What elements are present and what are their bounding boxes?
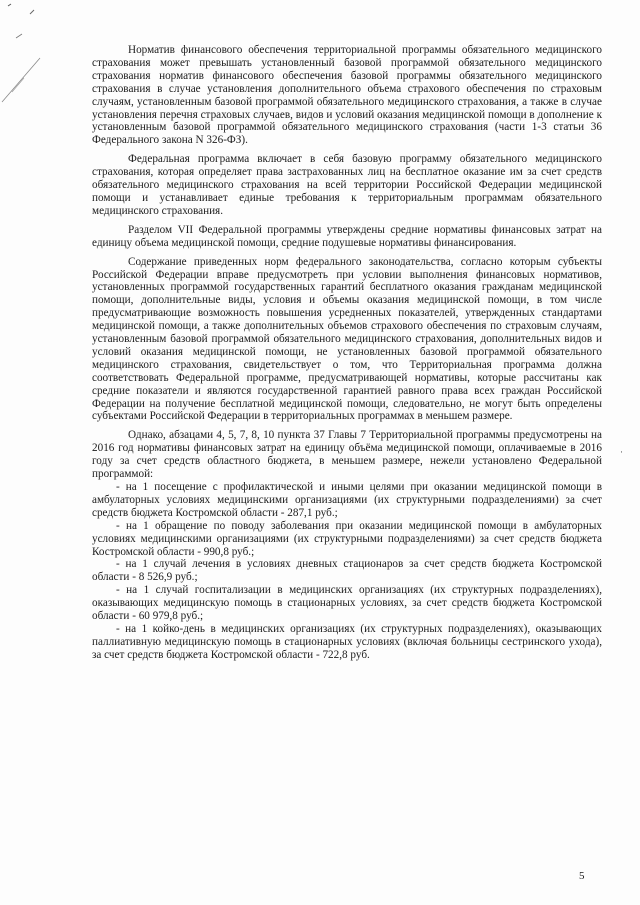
list-item-3: - на 1 случай лечения в условиях дневных стационаров за счет средств бюджета Костромской области - 8 526,9 руб.;: [92, 558, 602, 584]
list-item-4: - на 1 случай госпитализации в медицинских организациях (их структурных подразделениях), оказывающих медицинскую помощь в стационарных условиях, за счет средств бюджета Костромской области - 60 979,8 руб.;: [92, 584, 602, 623]
document-body: [92, 44, 602, 662]
paragraph-2: Федеральная программа включает в себя базовую программу обязательного медицинского страхования, которая определяет права застрахованных лиц на бесплатное оказание им за счет средств обязательного медицинского страхования на всей территории Российской Федерации медицинской помощи и устанавливает единые требования к территориальным программам обязательного медицинского страхования.: [92, 153, 602, 217]
list-item-5: - на 1 койко-день в медицинских организациях (их структурных подразделениях), оказывающих паллиативную медицинскую помощь в стационарных условиях (включая больницы сестринского ухода), за счет средств бюджета Костромской области - 722,8 руб.: [92, 622, 602, 661]
list-item-1: - на 1 посещение с профилактической и иными целями при оказании медицинской помощи в амбулаторных условиях медицинскими организациями (их структурными подразделениями) за счет средств бюджета Костромской области - 287,1 руб.;: [92, 481, 602, 519]
paragraph-4: Содержание приведенных норм федерального законодательства, согласно которым субъекты Российской Федерации вправе предусмотреть при условии выполнения финансовых нормативов, установленных программой государственных гарантий бесплатного оказания гражданам медицинской помощи, дополнительные виды, условия и объемы оказания медицинской помощи, в том числе предусматривающие возможность повышения усредненных показателей, утвержденных стандартами медицинской помощи, а также дополнительных объемов страхового обеспечения по страховым случаям, установленным базовой программой обязательного медицинского страхования, дополнительных видов и условий оказания медицинской помощи, не установленных базовой программой обязательного медицинского страхования, свидетельствует о том, что Территориальная программа должна соответствовать Федеральной программе, предусматривающей нормативы, которые рассчитаны как средние показатели и являются государственной гарантией равного права всех граждан Российской Федерации на получение бесплатной медицинской помощи, следовательно, не могут быть определены субъектами Российской Федерации в территориальных программах в меньшем размере.: [92, 255, 602, 423]
paragraph-3: Разделом VII Федеральной программы утверждены средние нормативы финансовых затрат на единицу объема медицинской помощи, средние подушевые нормативы финансирования.: [92, 223, 602, 249]
paragraph-1: Норматив финансового обеспечения территориальной программы обязательного медицинского страхования может превышать установленный базовой программой обязательного медицинского страхования норматив финансового обеспечения базовой программы обязательного медицинского страхования в случае установления дополнительного объема страхового обеспечения по страховым случаям, установленным базовой программой обязательного медицинского страхования, а также в случае установления перечня страховых случаев, видов и условий оказания медицинской помощи в дополнение к установленным базовой программой обязательного медицинского страхования (части 1-3 статьи 36 Федерального закона N 326-ФЗ).: [92, 44, 602, 147]
paragraph-5: Однако, абзацами 4, 5, 7, 8, 10 пункта 37 Главы 7 Территориальной программы предусмотрены на 2016 год нормативы финансовых затрат на единицу объёма медицинской помощи, оплачиваемые в 2016 году за счет средств областного бюджета, в меньшем размере, нежели установлено Федеральной программой:: [92, 429, 602, 481]
margin-mark: ·: [620, 447, 623, 457]
page-number: 5: [579, 870, 585, 882]
list-item-2: - на 1 обращение по поводу заболевания при оказании медицинской помощи в амбулаторных условиях медицинскими организациями (их структурными подразделениями) за счет средств бюджета Костромской области - 990,8 руб.;: [92, 519, 602, 558]
